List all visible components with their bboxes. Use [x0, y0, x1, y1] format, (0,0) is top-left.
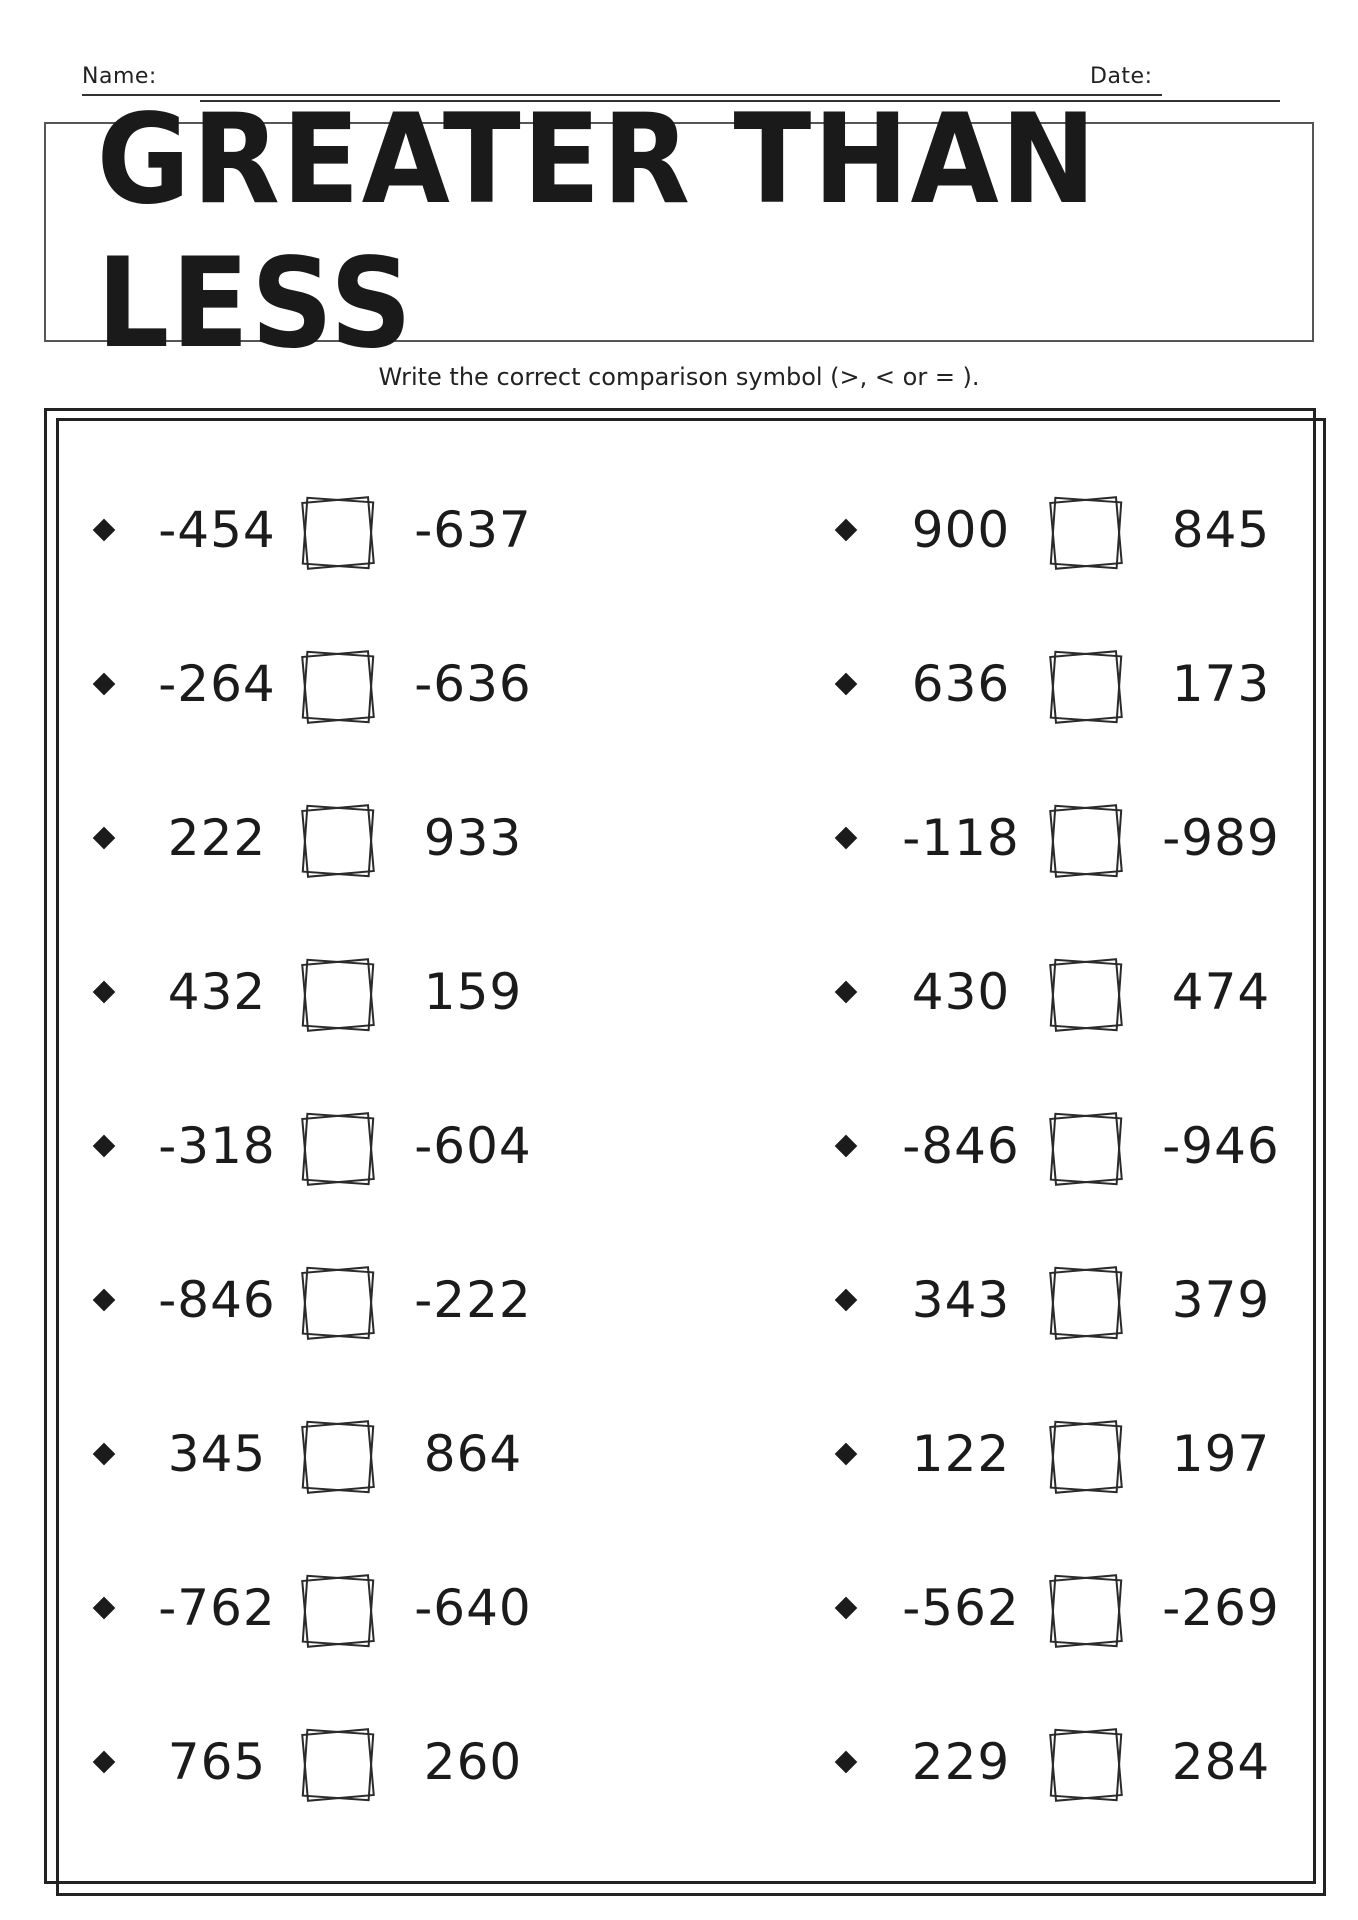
- right-number: 845: [1171, 501, 1271, 559]
- problem-row: [0, 490, 1358, 570]
- problem-row: [0, 1414, 1358, 1494]
- right-number: 284: [1171, 1733, 1271, 1791]
- right-number: -989: [1162, 809, 1280, 867]
- problem-row: [0, 1722, 1358, 1802]
- answer-box[interactable]: [1048, 1573, 1128, 1649]
- left-number: 900: [911, 501, 1011, 559]
- answer-box[interactable]: [1048, 803, 1128, 879]
- answer-box[interactable]: [1048, 1265, 1128, 1341]
- left-number: -118: [902, 809, 1020, 867]
- title-box: [44, 88, 1314, 376]
- right-number: 159: [423, 963, 523, 1021]
- problem-row: [0, 1568, 1358, 1648]
- right-number: -604: [414, 1117, 532, 1175]
- right-number: 933: [423, 809, 523, 867]
- left-number: -762: [158, 1579, 276, 1637]
- right-number: -637: [414, 501, 532, 559]
- instructions: Write the correct comparison symbol (>, < or = ).: [378, 363, 980, 391]
- date-label: Date:: [1090, 64, 1153, 89]
- left-number: -264: [158, 655, 276, 713]
- answer-box-outline: [1050, 1575, 1123, 1648]
- diamond-bullet-icon: [835, 673, 858, 696]
- answer-box-outline: [1050, 1267, 1123, 1340]
- problem-row: [0, 1106, 1358, 1186]
- right-number: 474: [1171, 963, 1271, 1021]
- diamond-bullet-icon: [835, 1751, 858, 1774]
- diamond-bullet-icon: [835, 981, 858, 1004]
- diamond-bullet-icon: [835, 1597, 858, 1620]
- left-number: 765: [167, 1733, 267, 1791]
- answer-box[interactable]: [1048, 1419, 1128, 1495]
- answer-box-outline: [1050, 1421, 1123, 1494]
- right-number: 260: [423, 1733, 523, 1791]
- left-number: -846: [902, 1117, 1020, 1175]
- left-number: -846: [158, 1271, 276, 1329]
- diamond-bullet-icon: [835, 827, 858, 850]
- right-number: -640: [414, 1579, 532, 1637]
- left-number: 343: [911, 1271, 1011, 1329]
- left-number: 432: [167, 963, 267, 1021]
- answer-box[interactable]: [1048, 1727, 1128, 1803]
- right-number: 379: [1171, 1271, 1271, 1329]
- right-number: -946: [1162, 1117, 1280, 1175]
- worksheet-title: GREATER THAN LESS: [96, 88, 1098, 376]
- left-number: -454: [158, 501, 276, 559]
- answer-box-outline: [1050, 1729, 1123, 1802]
- right-number: -269: [1162, 1579, 1280, 1637]
- left-number: 122: [911, 1425, 1011, 1483]
- left-number: 345: [167, 1425, 267, 1483]
- answer-box-outline: [1050, 497, 1123, 570]
- answer-box[interactable]: [1048, 649, 1128, 725]
- diamond-bullet-icon: [835, 1443, 858, 1466]
- name-label: Name:: [82, 64, 157, 89]
- left-number: -562: [902, 1579, 1020, 1637]
- problem-row: [0, 798, 1358, 878]
- diamond-bullet-icon: [835, 519, 858, 542]
- problem-row: [0, 1260, 1358, 1340]
- answer-box-outline: [1050, 805, 1123, 878]
- right-number: -222: [414, 1271, 532, 1329]
- left-number: 636: [911, 655, 1011, 713]
- left-number: 222: [167, 809, 267, 867]
- diamond-bullet-icon: [835, 1289, 858, 1312]
- right-number: 197: [1171, 1425, 1271, 1483]
- right-number: 864: [423, 1425, 523, 1483]
- problem-row: [0, 644, 1358, 724]
- answer-box[interactable]: [1048, 495, 1128, 571]
- diamond-bullet-icon: [835, 1135, 858, 1158]
- answer-box-outline: [1050, 959, 1123, 1032]
- left-number: 229: [911, 1733, 1011, 1791]
- left-number: 430: [911, 963, 1011, 1021]
- right-number: -636: [414, 655, 532, 713]
- answer-box[interactable]: [1048, 957, 1128, 1033]
- answer-box-outline: [1050, 651, 1123, 724]
- problem-row: [0, 952, 1358, 1032]
- answer-box[interactable]: [1048, 1111, 1128, 1187]
- right-number: 173: [1171, 655, 1271, 713]
- answer-box-outline: [1050, 1113, 1123, 1186]
- left-number: -318: [158, 1117, 276, 1175]
